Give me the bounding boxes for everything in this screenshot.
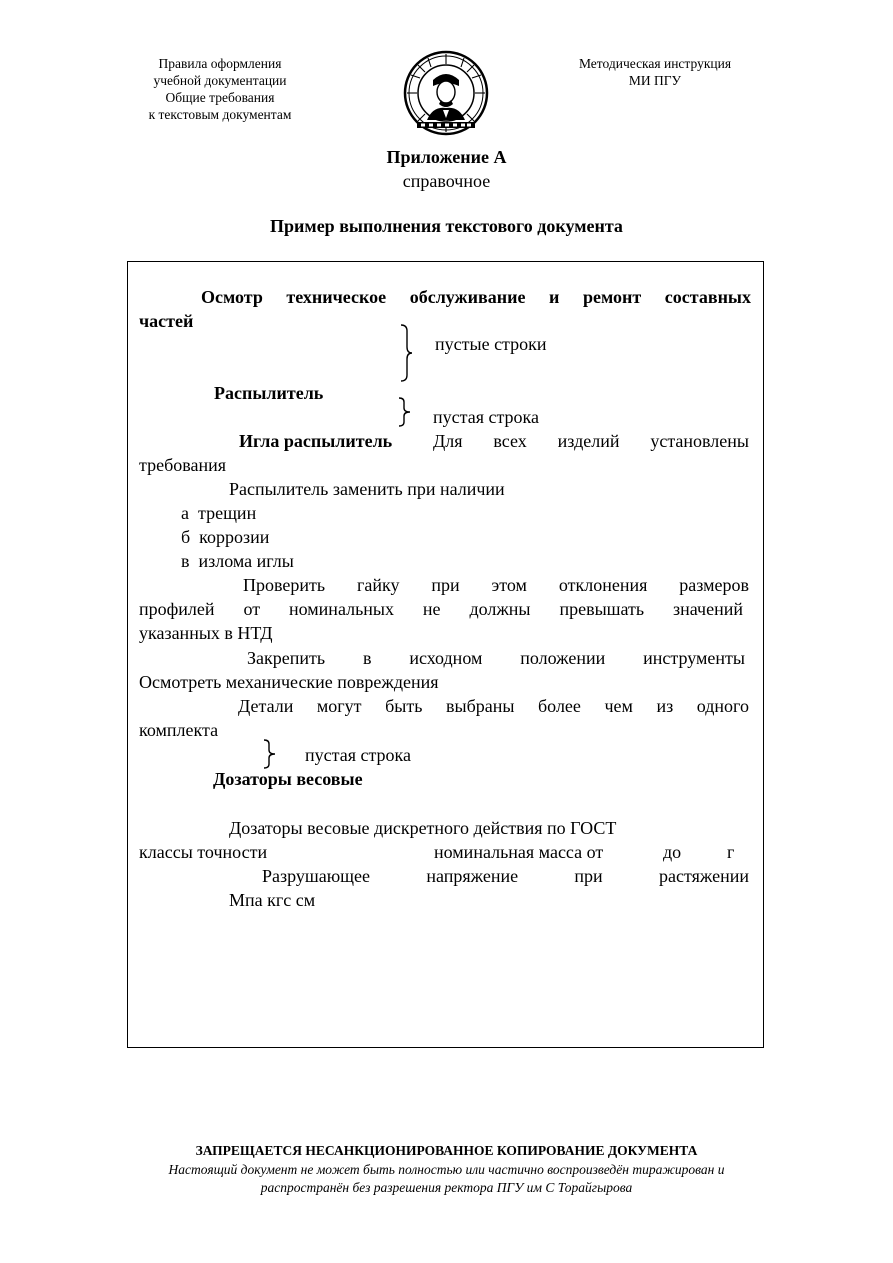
section-title-line-2: частей [139, 311, 194, 331]
curly-brace-icon [261, 739, 277, 769]
item-text-line-2: требования [139, 455, 227, 475]
section-title-line-1: Осмотр техническое обслуживание и ремонт составных [201, 287, 751, 307]
to-label: до [663, 842, 682, 862]
appendix-subtitle: справочное [402, 171, 491, 191]
gram-unit: г [727, 842, 735, 862]
para2-line-1: Закрепить в исходном положении инструменты [247, 648, 745, 668]
list-text: излома иглы [198, 551, 294, 571]
note-empty-line: пустая строка [305, 745, 412, 765]
sample-document-frame [127, 261, 764, 1048]
curly-brace-icon [396, 397, 412, 427]
header-right-line: МИ ПГУ [628, 73, 682, 88]
para3-line-2: комплекта [139, 720, 219, 740]
item-title: Игла распылитель [239, 431, 393, 451]
nominal-mass-label: номинальная масса от [434, 842, 604, 862]
list-item [181, 501, 256, 525]
list-marker: б [181, 527, 191, 547]
para3-line-1: Детали могут быть выбраны более чем из одного [238, 696, 749, 716]
para1-line-1: Проверить гайку при этом отклонения размеров [243, 575, 749, 595]
header-right-block [560, 55, 750, 89]
appendix-heading: Пример выполнения текстового документа [270, 216, 623, 236]
header-left-line: к текстовым документам [148, 107, 292, 122]
footer-notice-line: распространён без разрешения ректора ПГУ им С Торайгырова [260, 1180, 633, 1195]
university-seal-logo [403, 50, 489, 136]
header-left-line: Правила оформления [158, 56, 282, 71]
units-text: Мпа кгс см [229, 890, 316, 910]
appendix-title: Приложение А [386, 147, 507, 167]
header-left-line: учебной документации [153, 73, 287, 88]
replace-text: Распылитель заменить при наличии [229, 479, 505, 499]
curly-brace-icon [398, 324, 414, 382]
footer-notice [0, 1161, 893, 1197]
subsection-title-sprayer: Распылитель [214, 383, 324, 403]
header-left-block [130, 55, 310, 123]
footer-notice-line: Настоящий документ не может быть полностью или частично воспроизведён тиражирован и [168, 1162, 725, 1177]
header-left-line: Общие требования [165, 90, 275, 105]
para2-line-2: Осмотреть механические повреждения [139, 672, 439, 692]
list-marker: а [181, 503, 189, 523]
item-text-line-1: Для всех изделий установлены [433, 431, 749, 451]
stress-text: Разрушающее напряжение при растяжении [262, 866, 749, 886]
para1-line-2: профилей от номинальных не должны превышать значений [139, 599, 743, 619]
footer-warning: ЗАПРЕЩАЕТСЯ НЕСАНКЦИОНИРОВАННОЕ КОПИРОВАНИЕ ДОКУМЕНТА [195, 1143, 698, 1158]
subsection-title-dosers: Дозаторы весовые [213, 769, 363, 789]
note-empty-line: пустая строка [433, 407, 540, 427]
list-marker: в [181, 551, 190, 571]
header-right-line: Методическая инструкция [578, 56, 732, 71]
list-text: коррозии [199, 527, 270, 547]
para1-line-3: указанных в НТД [139, 623, 273, 643]
classes-label: классы точности [139, 842, 268, 862]
list-text: трещин [198, 503, 257, 523]
note-empty-lines: пустые строки [435, 334, 547, 354]
dosers-text: Дозаторы весовые дискретного действия по ГОСТ [229, 818, 617, 838]
list-item [181, 525, 269, 549]
list-item [181, 549, 294, 573]
